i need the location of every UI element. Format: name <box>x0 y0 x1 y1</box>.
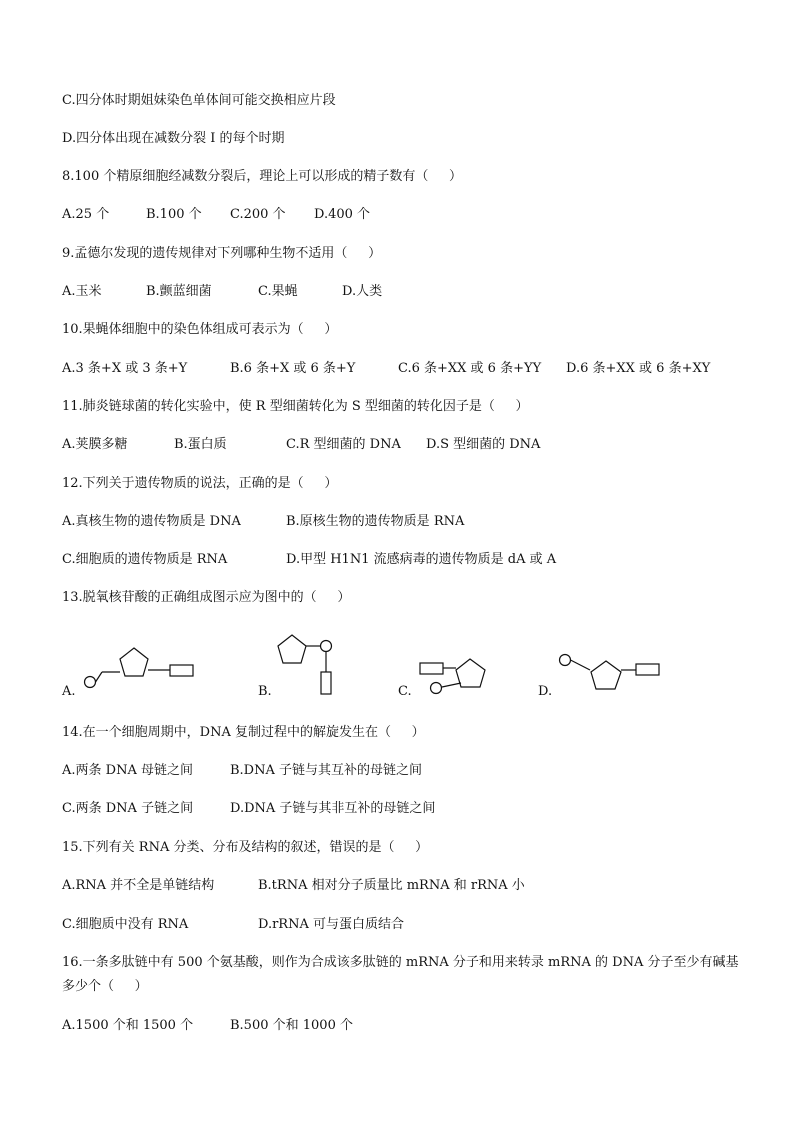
question-10-option-a: A.3 条+X 或 3 条+Y <box>62 361 188 376</box>
question-12-option-b: B.原核生物的遗传物质是 RNA <box>286 514 465 529</box>
phosphate-circle-c <box>431 683 442 694</box>
base-rectangle-d <box>636 664 659 675</box>
question-9-option-a: A.玉米 <box>62 284 102 299</box>
question-14-option-d: D.DNA 子链与其非互补的母链之间 <box>230 801 436 816</box>
question-16-stem-line-2: 多少个（ ） <box>62 979 148 994</box>
question-12-option-c: C.细胞质的遗传物质是 RNA <box>62 552 228 567</box>
question-9-stem: 9.孟德尔发现的遗传规律对下列哪种生物不适用（ ） <box>62 246 382 261</box>
question-11-option-b: B.蛋白质 <box>174 437 227 452</box>
question-13-option-a-label: A. <box>62 684 76 699</box>
sugar-pentagon-a <box>120 648 148 676</box>
question-14-stem: 14.在一个细胞周期中，DNA 复制过程中的解旋发生在（ ） <box>62 725 425 740</box>
question-9-option-c: C.果蝇 <box>258 284 298 299</box>
question-8-option-d: D.400 个 <box>314 207 371 222</box>
question-14-option-a: A.两条 DNA 母链之间 <box>62 763 193 778</box>
nucleotide-diagram-c <box>418 655 493 700</box>
base-rectangle-c <box>420 663 443 674</box>
phosphate-circle-b <box>321 641 332 652</box>
sugar-pentagon-b <box>278 635 306 663</box>
phosphate-circle-d <box>560 655 571 666</box>
bond-line-a1 <box>96 672 103 682</box>
question-16-stem-line-1: 16.一条多肽链中有 500 个氨基酸，则作为合成该多肽链的 mRNA 分子和用来转录 mRNA 的 DNA 分子至少有碱基 <box>62 955 739 970</box>
nucleotide-diagram-a <box>80 640 200 695</box>
question-15-option-b: B.tRNA 相对分子质量比 mRNA 和 rRNA 小 <box>258 878 525 893</box>
question-13-option-c-label: C. <box>398 684 412 699</box>
question-8-option-b: B.100 个 <box>146 207 202 222</box>
phosphate-circle-a <box>85 677 96 688</box>
question-7-option-c: C.四分体时期姐妹染色单体间可能交换相应片段 <box>62 93 336 108</box>
question-12-option-d: D.甲型 H1N1 流感病毒的遗传物质是 dA 或 A <box>286 552 557 567</box>
bond-line-d1 <box>571 660 591 670</box>
question-8-option-a: A.25 个 <box>62 207 110 222</box>
question-10-option-b: B.6 条+X 或 6 条+Y <box>230 361 356 376</box>
question-7-option-d: D.四分体出现在减数分裂 I 的每个时期 <box>62 131 285 146</box>
question-11-stem: 11.肺炎链球菌的转化实验中，使 R 型细菌转化为 S 型细菌的转化因子是（ ） <box>62 399 529 414</box>
question-15-option-c: C.细胞质中没有 RNA <box>62 917 189 932</box>
question-13-option-d-label: D. <box>538 684 553 699</box>
question-14-option-c: C.两条 DNA 子链之间 <box>62 801 194 816</box>
question-13-stem: 13.脱氧核苷酸的正确组成图示应为图中的（ ） <box>62 590 351 605</box>
question-11-option-d: D.S 型细菌的 DNA <box>426 437 541 452</box>
question-8-stem: 8.100 个精原细胞经减数分裂后，理论上可以形成的精子数有（ ） <box>62 169 463 184</box>
question-15-option-d: D.rRNA 可与蛋白质结合 <box>258 917 404 932</box>
nucleotide-diagram-d <box>556 650 666 695</box>
question-16-option-a: A.1500 个和 1500 个 <box>62 1018 194 1033</box>
question-16-option-b: B.500 个和 1000 个 <box>230 1018 353 1033</box>
question-13-option-b-label: B. <box>258 684 272 699</box>
sugar-pentagon-d <box>591 661 621 689</box>
question-10-stem: 10.果蝇体细胞中的染色体组成可表示为（ ） <box>62 322 338 337</box>
bond-line-c2 <box>442 683 461 687</box>
question-9-option-b: B.颤蓝细菌 <box>146 284 212 299</box>
base-rectangle-b <box>321 672 331 694</box>
question-15-option-a: A.RNA 并不全是单链结构 <box>62 878 215 893</box>
question-11-option-a: A.荚膜多糖 <box>62 437 128 452</box>
question-12-option-a: A.真核生物的遗传物质是 DNA <box>62 514 241 529</box>
question-9-option-d: D.人类 <box>342 284 383 299</box>
question-11-option-c: C.R 型细菌的 DNA <box>286 437 401 452</box>
nucleotide-diagram-b <box>275 632 345 697</box>
question-15-stem: 15.下列有关 RNA 分类、分布及结构的叙述，错误的是（ ） <box>62 840 429 855</box>
question-8-option-c: C.200 个 <box>230 207 286 222</box>
question-12-stem: 12.下列关于遗传物质的说法，正确的是（ ） <box>62 476 338 491</box>
question-10-option-d: D.6 条+XX 或 6 条+XY <box>566 361 711 376</box>
question-16-options <box>62 1017 353 1068</box>
base-rectangle-a <box>170 665 193 676</box>
question-14-option-b: B.DNA 子链与其互补的母链之间 <box>230 763 423 778</box>
question-10-option-c: C.6 条+XX 或 6 条+YY <box>398 361 542 376</box>
